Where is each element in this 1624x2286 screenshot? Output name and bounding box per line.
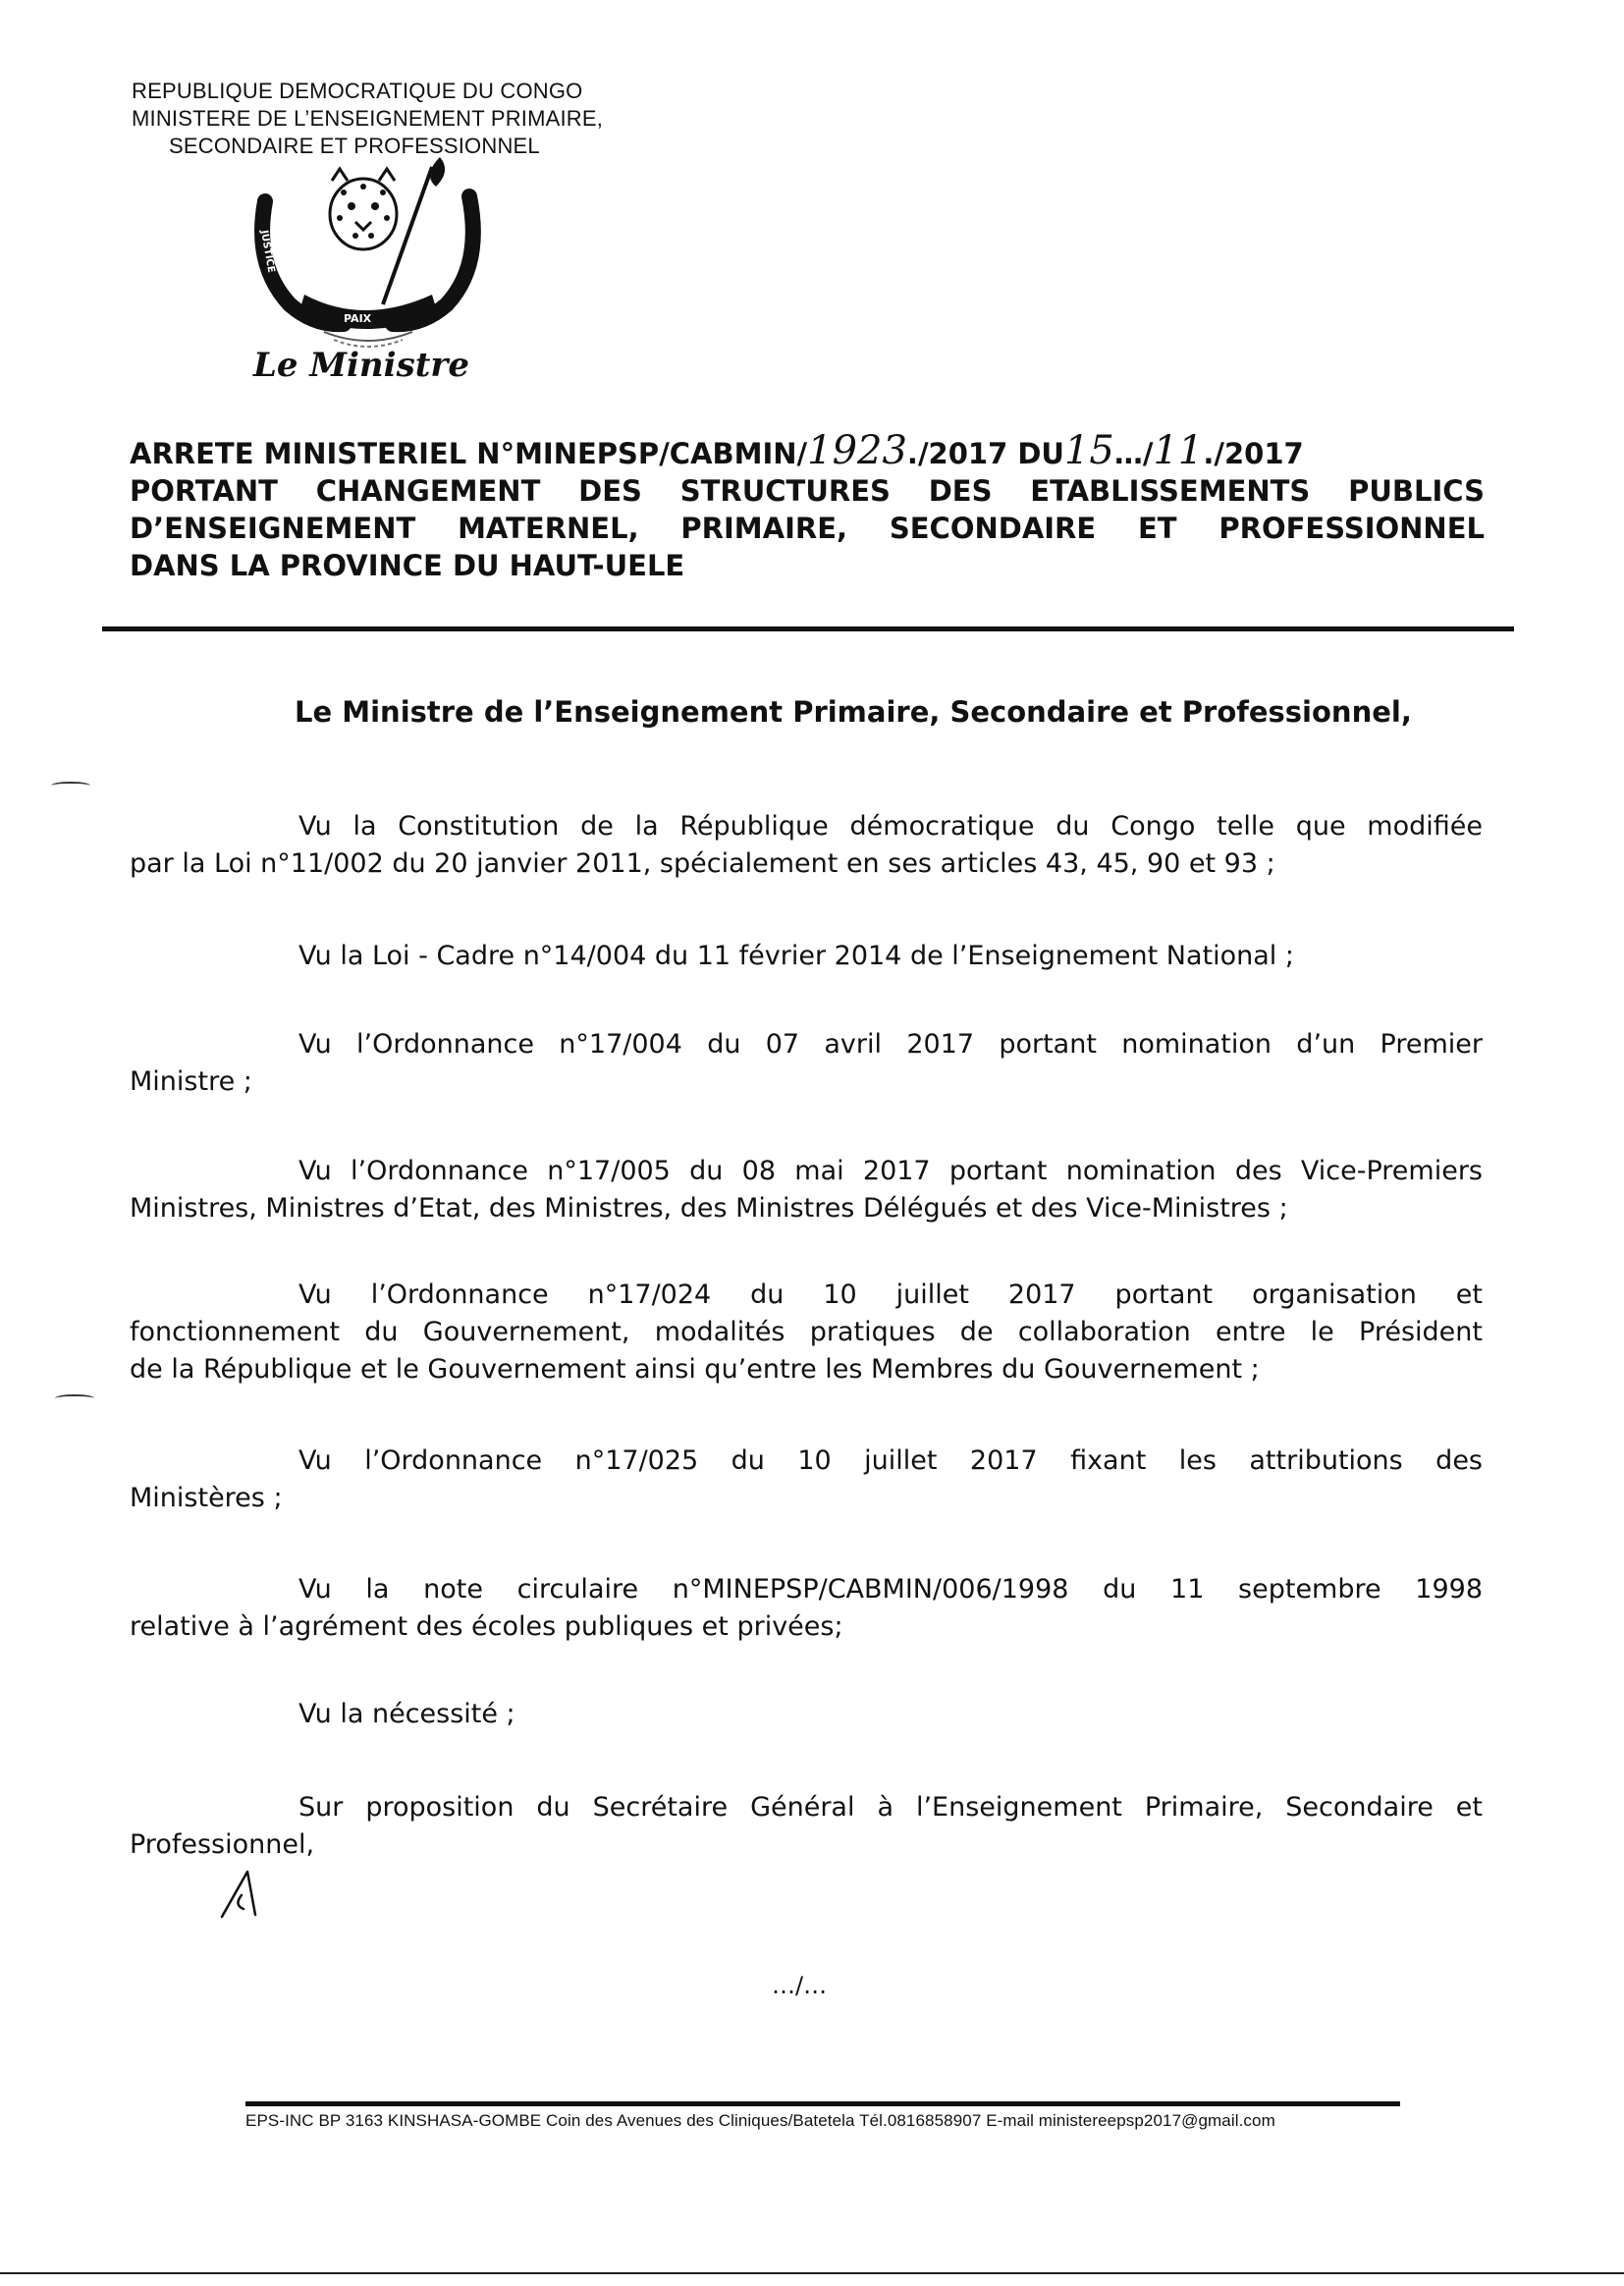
recital-ministers-appointment: Vu l’Ordonnance n°17/005 du 08 mai 2017 portant nomination des Vice-Premiers Ministres, Ministres d’Etat, des Ministres, des Ministres Délégués et des Vice-Ministres ; [130, 1156, 1483, 1224]
svg-text:JUSTICE: JUSTICE [258, 229, 277, 274]
page-continuation-mark: …/… [772, 1972, 828, 1999]
recital-ministries-attributions: Vu l’Ordonnance n°17/025 du 10 juillet 2017 fixant les attributions des Ministères ; [130, 1445, 1483, 1513]
decree-title-line2: PORTANT CHANGEMENT DES STRUCTURES DES ETABLISSEMENTS PUBLICS [130, 474, 1485, 508]
margin-mark [55, 1394, 94, 1402]
recital-framework-law: Vu la Loi - Cadre n°14/004 du 11 février 2014 de l’Enseignement National ; [298, 941, 1294, 971]
decree-title-line4: DANS LA PROVINCE DU HAUT-UELE [130, 549, 685, 582]
minister-heading: Le Ministre de l’Enseignement Primaire, Secondaire et Professionnel, [295, 695, 1412, 729]
handwritten-initials [214, 1866, 273, 1925]
country-name: REPUBLIQUE DEMOCRATIQUE DU CONGO [132, 79, 583, 103]
svg-text:PAIX: PAIX [344, 312, 372, 325]
handwritten-month: 11 [1153, 428, 1204, 473]
signature-title: Le Ministre [253, 346, 469, 385]
ministry-name-line1: MINISTERE DE L’ENSEIGNEMENT PRIMAIRE, [132, 106, 604, 131]
recital-prime-minister: Vu l’Ordonnance n°17/004 du 07 avril 2017 portant nomination d’un Premier Ministre ; [130, 1029, 1483, 1097]
footer-divider [245, 2101, 1400, 2106]
recital-necessity: Vu la nécessité ; [298, 1699, 515, 1729]
footer-contact: EPS-INC BP 3163 KINSHASA-GOMBE Coin des Avenues des Cliniques/Batetela Tél.0816858907 E-mail ministereepsp2017@gmail.com [245, 2111, 1275, 2130]
leopard-head-icon [330, 169, 397, 249]
decree-title-line3: D’ENSEIGNEMENT MATERNEL, PRIMAIRE, SECONDAIRE ET PROFESSIONNEL [130, 512, 1485, 545]
ministry-name-line2: SECONDAIRE ET PROFESSIONNEL [169, 134, 540, 158]
handwritten-day: 15 [1063, 428, 1114, 473]
coat-of-arms-emblem [245, 157, 491, 354]
scan-edge-line [0, 2272, 1624, 2274]
decree-title [130, 428, 1485, 584]
recital-constitution: Vu la Constitution de la République démocratique du Congo telle que modifiée par la Loi n°11/002 du 20 janvier 2011, spécialement en ses articles 43, 45, 90 et 93 ; [130, 811, 1483, 879]
svg-text:TRAVAIL: TRAVAIL [449, 227, 468, 275]
recital-government-organisation: Vu l’Ordonnance n°17/024 du 10 juillet 2017 portant organisation et fonctionnement du Gouvernement, modalités pratiques de collaboration entre le Président de la République et le Gouvernement ainsi qu’entre les Membres du Gouvernement ; [130, 1279, 1483, 1385]
decree-title-line1: ARRETE MINISTERIEL N°MINEPSP/CABMIN/1923./2017 DU15…/11./2017 [130, 428, 1304, 473]
margin-mark [51, 782, 90, 789]
recital-circular-note: Vu la note circulaire n°MINEPSP/CABMIN/006/1998 du 11 septembre 1998 relative à l’agrément des écoles publiques et privées; [130, 1574, 1483, 1642]
title-divider [102, 626, 1514, 631]
recital-proposal: Sur proposition du Secrétaire Général à l’Enseignement Primaire, Secondaire et Professionnel, [130, 1792, 1483, 1860]
handwritten-decree-number: 1923 [807, 428, 907, 473]
